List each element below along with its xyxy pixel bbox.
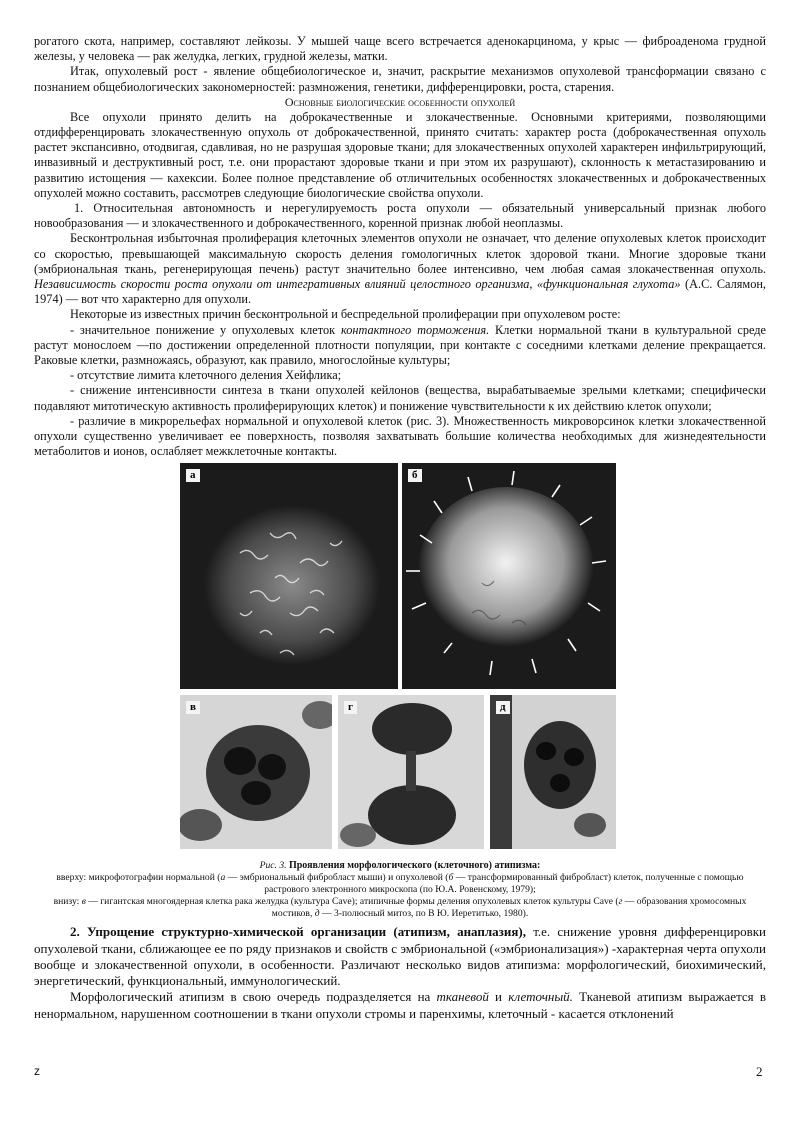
micrograph-chromosome-bridge-image	[338, 695, 484, 849]
document-page	[34, 34, 766, 1022]
micrograph-panel-d	[490, 695, 616, 849]
bold-text: 2. Упрощение структурно-химической организации (атипизм, анаплазия),	[70, 924, 526, 940]
text-run: и	[488, 989, 509, 1005]
paragraph	[34, 231, 766, 307]
panel-label: в	[186, 701, 200, 714]
bullet-item: - отсутствие лимита клеточного деления Хейфлика;	[70, 368, 342, 383]
panel-label: д	[496, 701, 510, 714]
paragraph: Итак, опухолевый рост - явление общебиологическое и, значит, раскрытие механизмов опухолевой трансформации связано с познанием общебиологических закономерностей: размножения, генетики, дифференцировки, роста, старения.	[34, 64, 766, 94]
paragraph	[34, 989, 766, 1021]
bullet-item: - снижение интенсивности синтеза в ткани опухолей кейлонов (вещества, вырабатываемые зрелыми клетками; специфически подавляют митотическую активность пролиферирующих клеток) и понижение чувствительности к их действию клеток опухоли;	[34, 383, 766, 413]
figure-title: Проявления морфологического (клеточного) атипизма:	[288, 860, 541, 872]
text-run: — трансформированный фибробласт) клеток, полученные с помощью растрового электронного микроскопа (по Ю.А. Ровенскому, 1979);	[264, 872, 744, 896]
text-run: — образования хромосомных мостиков,	[271, 896, 747, 920]
emphasis-text: г	[618, 896, 623, 908]
text-run: - значительное понижение у опухолевых клеток	[70, 322, 341, 337]
figure-caption-bottom	[34, 896, 766, 920]
text-run: Тканевой атипизм выражается в ненормальном, нарушенном соотношении в ткани опухоли стромы и паренхимы, клеточный - касается отклонений	[34, 989, 766, 1021]
panel-label: б	[408, 469, 422, 482]
micrograph-tumor-cell-image	[402, 463, 616, 689]
micrograph-giant-cell-image	[180, 695, 332, 849]
figure-3	[34, 463, 766, 857]
paragraph: рогатого скота, например, составляют лейкозы. У мышей чаще всего встречается аденокарцинома, у крыс — фиброаденома грудной железы, у человека — рак желудка, легких, грудной железы, матки.	[34, 34, 766, 64]
figure-caption-top	[34, 872, 766, 896]
paragraph: Некоторые из известных причин бесконтрольной и беспредельной пролиферации при опухолевом росте:	[70, 307, 621, 322]
text-run: — 3-полюсный митоз, по В Ю. Иеретитько, 1980).	[319, 908, 529, 920]
emphasis-text: контактного торможения.	[340, 322, 490, 337]
micrograph-normal-cell-image	[180, 463, 398, 689]
micrograph-panel-v	[180, 695, 332, 849]
micrograph-panel-b	[402, 463, 616, 689]
text-run: Клетки нормальной ткани в культуральной среде растут монослоем —по достижении определенной плотности популяции, при контакте с соседними клетками деление прекращается. Раковые клетки, размножаясь, образуют, как правило, многослойные культуры;	[34, 322, 766, 368]
text-run: (А.С. Салямон, 1974) — вот что характерно для опухоли.	[34, 277, 767, 307]
footer-mark: z	[34, 1064, 40, 1078]
micrograph-panel-a	[180, 463, 398, 689]
paragraph: 1. Относительная автономность и нерегулируемость роста опухоли — обязательный универсальный признак любого новообразования — и злокачественного и доброкачественного, коренной признак любой неоплазмы.	[34, 201, 766, 231]
figure-caption-title	[34, 860, 766, 872]
text-run: Морфологический атипизм в свою очередь подразделяется на	[70, 989, 437, 1005]
emphasis-text: клеточный.	[508, 989, 573, 1005]
emphasis-text: б	[448, 872, 454, 884]
bullet-item: - различие в микрорельефах нормальной и опухолевой клеток (рис. 3). Множественность микроворсинок клетки злокачественной опухоли существенно увеличивает ее поверхность, позволяя захватывать большие количества необходимых для жизнедеятельности метаболитов и ионов, ослабляет межклеточные контакты.	[34, 413, 766, 459]
page-number: 2	[756, 1064, 763, 1079]
text-run: Бесконтрольная избыточная пролиферация клеточных элементов опухоли не означает, что деление опухолевых клеток происходит со скоростью, превышающей максимальную скорость деления гомологичных клеток здоровой ткани. Многие здоровые ткани (эмбриональная ткань, регенерирующая печень) растут значительно более интенсивно, чем любая самая злокачественная опухоль.	[34, 231, 766, 276]
text-run: — гигантская многоядерная клетка рака желудка (культура Cave); атипичные формы деления опухолевых клеток культуры Cave (	[85, 896, 619, 908]
paragraph: Все опухоли принято делить на доброкачественные и злокачественные. Основными критериями, позволяющими отдифференцировать злокачественную опухоль от доброкачественной, принято считать: характер роста (доброкачественная опухоль растет экспансивно, отодвигая, сдавливая, но не разрушая здоровые ткани; для злокачественных опухолей характерен инфильтрирующий, инвазивный и деструктивный рост, т.е. они прорастают здоровые ткани и при этом их разрушают), склонность к метастазированию и развитию истощения — кахексии. Более полное представление об отличительных особенностях злокачественных и доброкачественных опухолей можно составить, рассмотрев следующие биологические свойства опухоли.	[34, 109, 766, 200]
emphasis-text: д	[314, 908, 320, 920]
panel-label: г	[344, 701, 357, 714]
text-run: вверху: микрофотографии нормальной (	[56, 872, 221, 884]
emphasis-text: тканевой	[436, 989, 489, 1005]
micrograph-tripolar-mitosis-image	[490, 695, 616, 849]
micrograph-panel-g	[338, 695, 484, 849]
paragraph	[34, 924, 766, 989]
section-heading: Основные биологические особенности опухолей	[284, 94, 516, 109]
emphasis-text: в	[81, 896, 86, 908]
bullet-item	[34, 323, 766, 369]
text-run: т.е. снижение уровня дифференцировки опухолевой ткани, сближающее ее по ряду признаков и свойств с эмбриональной («эмбрионализация») -характерная черта опухоли вообще и злокачественной опухоли, в особенности. Различают несколько видов атипизма: морфологический, биохимический, энергетический, функциональный, иммунологический.	[34, 924, 766, 989]
panel-label: а	[186, 469, 200, 482]
text-run: — эмбриональный фибробласт мыши) и опухолевой (	[225, 872, 449, 884]
emphasis-text: а	[220, 872, 226, 884]
text-run: внизу:	[53, 896, 82, 908]
figure-number: Рис. 3.	[259, 860, 287, 872]
emphasis-text: Независимость скорости роста опухоли от интегративных влияний целостного организма, «функциональная глухота»	[34, 277, 681, 292]
